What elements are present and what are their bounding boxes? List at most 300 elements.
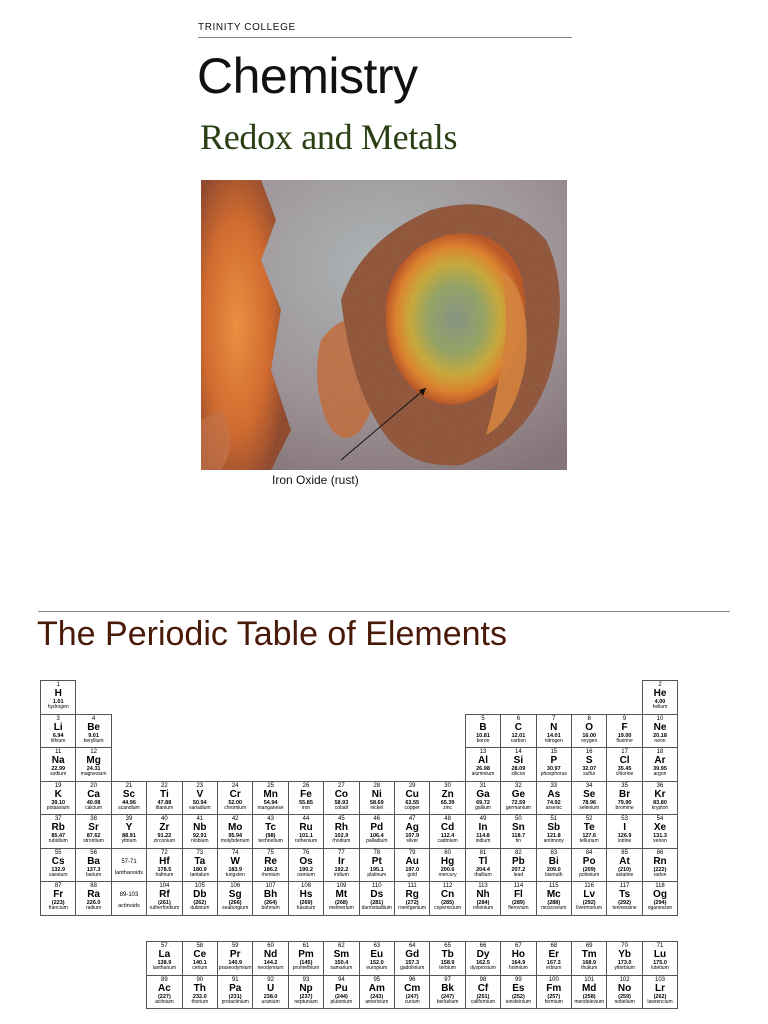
atomic-number: 43 — [267, 816, 274, 822]
atomic-mass: 39.95 — [653, 766, 667, 772]
element-symbol: Mg — [86, 755, 101, 766]
element-name: aluminium — [471, 771, 495, 777]
element-symbol: Re — [264, 855, 277, 867]
atomic-mass: 127.6 — [582, 833, 597, 839]
element-cell — [606, 975, 642, 1010]
atomic-mass: (247) — [441, 993, 454, 1000]
element-cell — [429, 814, 465, 849]
atomic-mass: 157.3 — [405, 960, 420, 966]
element-name: bohrium — [261, 905, 280, 911]
atomic-mass: (222) — [653, 866, 667, 873]
atomic-number: 81 — [479, 849, 487, 856]
element-symbol: Sn — [511, 822, 525, 833]
element-symbol: Al — [477, 755, 488, 766]
atomic-mass: (292) — [618, 900, 631, 906]
element-symbol: Cd — [440, 822, 455, 833]
element-cell — [182, 848, 218, 883]
atomic-mass: (288) — [547, 900, 561, 906]
element-name: tellurium — [579, 838, 599, 844]
element-symbol: Yb — [618, 949, 631, 960]
atomic-mass: 173.0 — [617, 960, 632, 966]
element-cell — [606, 848, 642, 883]
element-cell — [146, 848, 182, 883]
element-name: osmium — [297, 871, 315, 878]
element-cell — [429, 881, 465, 916]
atomic-number: 10 — [656, 715, 664, 722]
element-symbol: Mc — [546, 889, 561, 900]
element-symbol: N — [550, 721, 558, 733]
atomic-number: 112 — [442, 883, 453, 889]
element-name: krypton — [651, 804, 669, 811]
atomic-mass: 106.4 — [369, 833, 384, 839]
atomic-number: 36 — [656, 782, 664, 789]
element-symbol: Si — [513, 755, 524, 766]
element-symbol: Rb — [51, 822, 65, 833]
element-symbol: Y — [125, 822, 133, 833]
element-symbol: Na — [51, 755, 65, 766]
atomic-number: 37 — [54, 816, 62, 822]
element-name: arsenic — [545, 804, 562, 811]
atomic-mass: 79.90 — [617, 799, 632, 806]
element-name: potassium — [46, 804, 70, 811]
atomic-number: 90 — [196, 976, 204, 983]
atomic-number: 71 — [656, 943, 664, 949]
atomic-number: 12 — [90, 749, 97, 755]
atomic-mass: 209.0 — [546, 866, 561, 873]
atomic-mass: 121.8 — [546, 833, 561, 839]
element-symbol: Ra — [87, 889, 100, 900]
element-symbol: Ba — [87, 855, 100, 867]
atomic-number: 27 — [338, 782, 345, 789]
atomic-number: 16 — [585, 749, 593, 755]
atomic-mass: 4.00 — [654, 699, 666, 705]
element-symbol: Tm — [581, 949, 597, 960]
atomic-mass: 112.4 — [440, 833, 455, 839]
atomic-mass: (243) — [370, 993, 384, 1000]
element-name: bismuth — [545, 871, 563, 878]
atomic-number: 114 — [513, 883, 524, 889]
atomic-mass: 10.81 — [476, 732, 490, 739]
atomic-number: 75 — [267, 849, 274, 856]
element-symbol: He — [653, 688, 667, 699]
element-cell — [182, 975, 218, 1010]
element-symbol: Pt — [371, 855, 382, 867]
atomic-mass: 114.8 — [476, 833, 490, 839]
element-cell — [217, 941, 253, 976]
element-symbol: Er — [548, 949, 560, 960]
atomic-mass: 52.00 — [228, 799, 243, 806]
atomic-mass: (266) — [228, 900, 242, 906]
atomic-number: 103 — [654, 976, 665, 983]
element-symbol: Zr — [159, 822, 170, 833]
element-cell — [606, 814, 642, 849]
element-symbol: Es — [512, 982, 525, 994]
atomic-number: 5 — [481, 715, 485, 722]
atomic-mass: 74.92 — [546, 799, 561, 806]
atomic-number: 95 — [373, 976, 381, 983]
atomic-mass: 16.00 — [582, 732, 597, 739]
atomic-number: 17 — [621, 749, 628, 755]
element-symbol: B — [479, 721, 487, 733]
element-cell — [500, 881, 536, 916]
atomic-number: 61 — [302, 943, 310, 949]
element-cell — [465, 781, 501, 816]
element-name: gallium — [475, 804, 491, 811]
element-name: germanium — [505, 804, 531, 811]
element-name: francium — [48, 905, 68, 911]
atomic-number: 92 — [267, 976, 274, 983]
atomic-mass: 55.85 — [299, 799, 313, 806]
element-cell — [252, 781, 288, 816]
element-symbol: Po — [582, 855, 596, 867]
element-cell — [642, 814, 678, 849]
atomic-mass: 88.91 — [122, 833, 136, 839]
atomic-mass: 6.94 — [52, 732, 64, 739]
element-cell — [75, 881, 111, 916]
atomic-number: 73 — [196, 849, 204, 856]
atomic-number: 38 — [90, 816, 97, 822]
atomic-number: 21 — [125, 782, 133, 789]
atomic-mass: (244) — [334, 993, 348, 1000]
atomic-number: 108 — [300, 883, 311, 889]
atomic-number: 104 — [159, 883, 170, 889]
atomic-mass: 54.94 — [263, 799, 278, 806]
element-cell — [323, 848, 359, 883]
element-name: tungsten — [225, 871, 245, 878]
element-name: palladium — [366, 838, 388, 844]
element-cell — [323, 814, 359, 849]
element-name: beryllium — [83, 737, 104, 744]
atomic-number: 83 — [550, 849, 558, 856]
atomic-mass: (210) — [618, 866, 631, 873]
element-symbol: Ir — [338, 855, 345, 867]
atomic-mass: 87.62 — [86, 833, 101, 839]
element-cell — [536, 881, 572, 916]
element-cell — [146, 781, 182, 816]
element-cell — [288, 975, 324, 1010]
photo-caption: Iron Oxide (rust) — [272, 473, 359, 487]
element-cell — [500, 814, 536, 849]
element-group-placeholder — [111, 881, 147, 916]
atomic-number: 118 — [655, 883, 665, 889]
atomic-mass: 238.0 — [263, 993, 278, 1000]
element-symbol: Np — [299, 982, 313, 994]
element-name: indium — [475, 838, 491, 844]
element-group-placeholder — [111, 848, 147, 883]
atomic-number: 35 — [621, 782, 628, 789]
element-symbol: Nh — [476, 889, 490, 900]
element-name: argon — [653, 771, 667, 777]
element-cell — [288, 848, 324, 883]
element-name: oxygen — [581, 737, 598, 744]
element-name: magnesium — [80, 771, 107, 777]
element-cell — [571, 747, 607, 782]
element-symbol: Fm — [546, 982, 562, 994]
element-name: thorium — [191, 998, 209, 1005]
atomic-mass: 162.5 — [476, 960, 490, 966]
element-cell — [217, 881, 253, 916]
element-symbol: Am — [368, 982, 385, 994]
atomic-number: 18 — [656, 749, 664, 755]
element-cell — [323, 975, 359, 1010]
element-symbol: Cn — [440, 889, 455, 900]
atomic-number: 24 — [231, 782, 239, 789]
element-symbol: Tl — [478, 855, 488, 867]
element-name: nitrogen — [544, 737, 563, 744]
element-cell — [252, 975, 288, 1010]
element-name: samarium — [330, 965, 353, 971]
atomic-number: 91 — [231, 976, 239, 983]
element-name: zirconium — [153, 838, 176, 844]
atomic-number: 79 — [408, 849, 416, 856]
element-name: protactinium — [221, 998, 249, 1005]
atomic-number: 58 — [196, 943, 204, 949]
element-name: thallium — [474, 871, 492, 878]
element-name: neodymium — [257, 965, 284, 971]
element-cell — [182, 814, 218, 849]
element-cell — [288, 941, 324, 976]
element-symbol: Cs — [51, 855, 65, 867]
element-name: berkelium — [436, 998, 459, 1005]
element-cell — [500, 975, 536, 1010]
element-name: titanium — [155, 804, 174, 811]
element-symbol: Cu — [405, 788, 419, 800]
element-cell — [536, 781, 572, 816]
element-cell — [465, 814, 501, 849]
element-name: terbium — [439, 965, 456, 971]
atomic-mass: (268) — [334, 900, 348, 906]
element-cell — [571, 714, 607, 749]
element-cell — [642, 881, 678, 916]
atomic-number: 80 — [444, 849, 451, 856]
element-cell — [394, 814, 430, 849]
element-name: moscovium — [541, 905, 567, 911]
element-cell — [252, 848, 288, 883]
element-name: thulium — [581, 965, 598, 971]
element-name: lead — [513, 871, 524, 878]
element-name: gold — [407, 871, 417, 878]
element-name: carbon — [510, 737, 527, 744]
element-name: tantalum — [190, 871, 210, 878]
atomic-number: 105 — [194, 883, 205, 889]
element-cell — [606, 941, 642, 976]
atomic-mass: (227) — [157, 993, 171, 1000]
atomic-mass: 22.99 — [51, 766, 66, 772]
atomic-mass: 12.01 — [511, 732, 526, 739]
atomic-number: 32 — [515, 782, 522, 789]
atomic-mass: 44.96 — [122, 799, 136, 806]
element-name: erbium — [546, 965, 562, 971]
atomic-mass: 24.31 — [86, 766, 101, 772]
element-cell — [536, 975, 572, 1010]
element-symbol: Lv — [583, 889, 596, 900]
element-name: iridium — [334, 871, 349, 878]
atomic-mass: 50.94 — [192, 799, 207, 806]
element-symbol: Zn — [441, 788, 454, 800]
element-symbol: Ts — [619, 889, 631, 900]
atomic-number: 7 — [552, 715, 556, 722]
atomic-mass: 197.0 — [405, 866, 420, 873]
element-name: gadolinium — [400, 965, 425, 971]
atomic-mass: 91.22 — [157, 833, 172, 839]
element-cell — [500, 714, 536, 749]
element-symbol: Cm — [404, 982, 421, 994]
element-name: tin — [515, 838, 522, 844]
atomic-mass: 30.97 — [546, 766, 561, 772]
atomic-number: 1 — [56, 682, 60, 688]
atomic-mass: 1.01 — [52, 699, 64, 705]
element-name: lanthanum — [152, 965, 177, 971]
atomic-number: 113 — [478, 883, 488, 889]
element-name: iron — [301, 804, 311, 811]
atomic-number: 45 — [338, 816, 345, 822]
atomic-number: 93 — [302, 976, 310, 983]
page-title: Chemistry — [197, 48, 418, 104]
atomic-number: 98 — [479, 976, 487, 983]
element-name: platinum — [367, 871, 387, 878]
atomic-mass: 118.7 — [511, 833, 526, 839]
atomic-number: 41 — [196, 816, 204, 822]
atomic-number: 111 — [407, 883, 417, 889]
element-name: phosphorus — [540, 771, 567, 777]
element-symbol: Ru — [299, 822, 313, 833]
element-symbol: Db — [193, 889, 207, 900]
element-symbol: F — [621, 721, 628, 733]
atomic-mass: 144.2 — [263, 960, 278, 966]
element-cell — [146, 975, 182, 1010]
element-name: praseodymium — [218, 965, 252, 971]
element-name: mendelevium — [574, 998, 605, 1005]
element-symbol: S — [585, 755, 593, 766]
element-name: zinc — [443, 804, 453, 811]
element-name: ytterbium — [614, 965, 635, 971]
element-symbol: Th — [193, 982, 206, 994]
element-cell — [642, 781, 678, 816]
atomic-mass: 167.3 — [546, 960, 561, 966]
atomic-number: 106 — [230, 883, 241, 889]
atomic-mass: 69.72 — [476, 799, 490, 806]
element-symbol: Gd — [405, 949, 420, 960]
element-cell — [571, 881, 607, 916]
element-cell — [252, 881, 288, 916]
element-name: neon — [654, 737, 666, 744]
atomic-mass: (292) — [582, 900, 596, 906]
element-cell — [111, 781, 147, 816]
atomic-mass: 132.9 — [51, 866, 66, 873]
atomic-number: 2 — [658, 682, 662, 688]
element-name: sulfur — [583, 771, 596, 777]
element-cell — [40, 881, 76, 916]
element-name: roentgenium — [398, 905, 427, 911]
element-cell — [217, 814, 253, 849]
atomic-number: 66 — [479, 943, 487, 949]
element-name: cerium — [192, 965, 208, 971]
element-name: lawrencium — [647, 998, 673, 1005]
atomic-number: 51 — [550, 816, 558, 822]
element-symbol: Mn — [263, 788, 278, 800]
atomic-number: 65 — [444, 943, 451, 949]
element-symbol: O — [585, 721, 594, 733]
element-symbol: In — [478, 822, 488, 833]
element-symbol: Au — [405, 855, 419, 867]
element-cell — [182, 881, 218, 916]
atomic-mass: 150.4 — [334, 960, 349, 966]
element-cell — [359, 881, 395, 916]
element-cell — [606, 881, 642, 916]
element-name: scandium — [118, 804, 140, 811]
college-name: TRINITY COLLEGE — [198, 22, 296, 33]
atomic-mass: (281) — [370, 900, 384, 906]
atomic-mass: 175.0 — [653, 960, 667, 966]
element-cell — [359, 975, 395, 1010]
element-symbol: Ni — [371, 788, 382, 800]
atomic-mass: 95.94 — [228, 833, 243, 839]
atomic-mass: 20.18 — [653, 732, 667, 739]
element-symbol: Ho — [511, 949, 526, 960]
atomic-mass: (258) — [582, 993, 596, 1000]
element-name: copernicium — [434, 905, 462, 911]
element-cell — [359, 781, 395, 816]
element-cell — [40, 747, 76, 782]
atomic-mass: 126.9 — [617, 833, 632, 839]
atomic-mass: (247) — [405, 993, 419, 1000]
element-name: meitnerium — [329, 905, 354, 911]
element-cell — [288, 814, 324, 849]
element-cell — [606, 714, 642, 749]
atomic-mass: 232.0 — [192, 993, 207, 1000]
atomic-number: 96 — [408, 976, 416, 983]
element-symbol: Tb — [441, 949, 454, 960]
element-symbol: actinoids — [118, 903, 140, 909]
element-name: selenium — [579, 804, 600, 811]
element-cell — [465, 975, 501, 1010]
atomic-mass: 140.1 — [192, 960, 207, 966]
atomic-number: 117 — [619, 883, 630, 889]
atomic-mass: (262) — [653, 993, 667, 1000]
element-symbol: Se — [583, 788, 596, 800]
element-symbol: Ce — [193, 949, 207, 960]
element-name: silicon — [511, 771, 526, 777]
atomic-number: 67 — [515, 943, 522, 949]
element-name: holmium — [508, 965, 528, 971]
atomic-mass: 32.07 — [582, 766, 597, 772]
element-symbol: H — [54, 688, 62, 699]
element-symbol: Rf — [159, 889, 170, 900]
atomic-mass: 200.6 — [440, 866, 455, 873]
element-symbol: Xe — [653, 822, 667, 833]
atomic-mass: 107.9 — [405, 833, 420, 839]
atomic-mass: 190.2 — [299, 866, 313, 873]
atomic-mass: 152.0 — [369, 960, 384, 966]
atomic-mass: 140.9 — [228, 960, 243, 966]
element-cell — [75, 814, 111, 849]
element-symbol: Os — [299, 855, 313, 867]
atomic-mass: 204.4 — [476, 866, 490, 873]
element-name: hydrogen — [47, 704, 69, 710]
atomic-mass: 9.01 — [88, 732, 99, 739]
atomic-mass: (285) — [441, 900, 454, 906]
element-symbol: K — [54, 788, 62, 800]
element-symbol: Te — [583, 822, 595, 833]
header-divider — [198, 37, 572, 38]
element-name: rhodium — [332, 838, 351, 844]
atomic-number: 110 — [372, 883, 382, 889]
element-symbol: Md — [581, 982, 597, 994]
element-symbol: Sg — [228, 889, 242, 900]
element-cell — [536, 848, 572, 883]
element-name: radon — [653, 871, 667, 878]
element-cell — [146, 814, 182, 849]
